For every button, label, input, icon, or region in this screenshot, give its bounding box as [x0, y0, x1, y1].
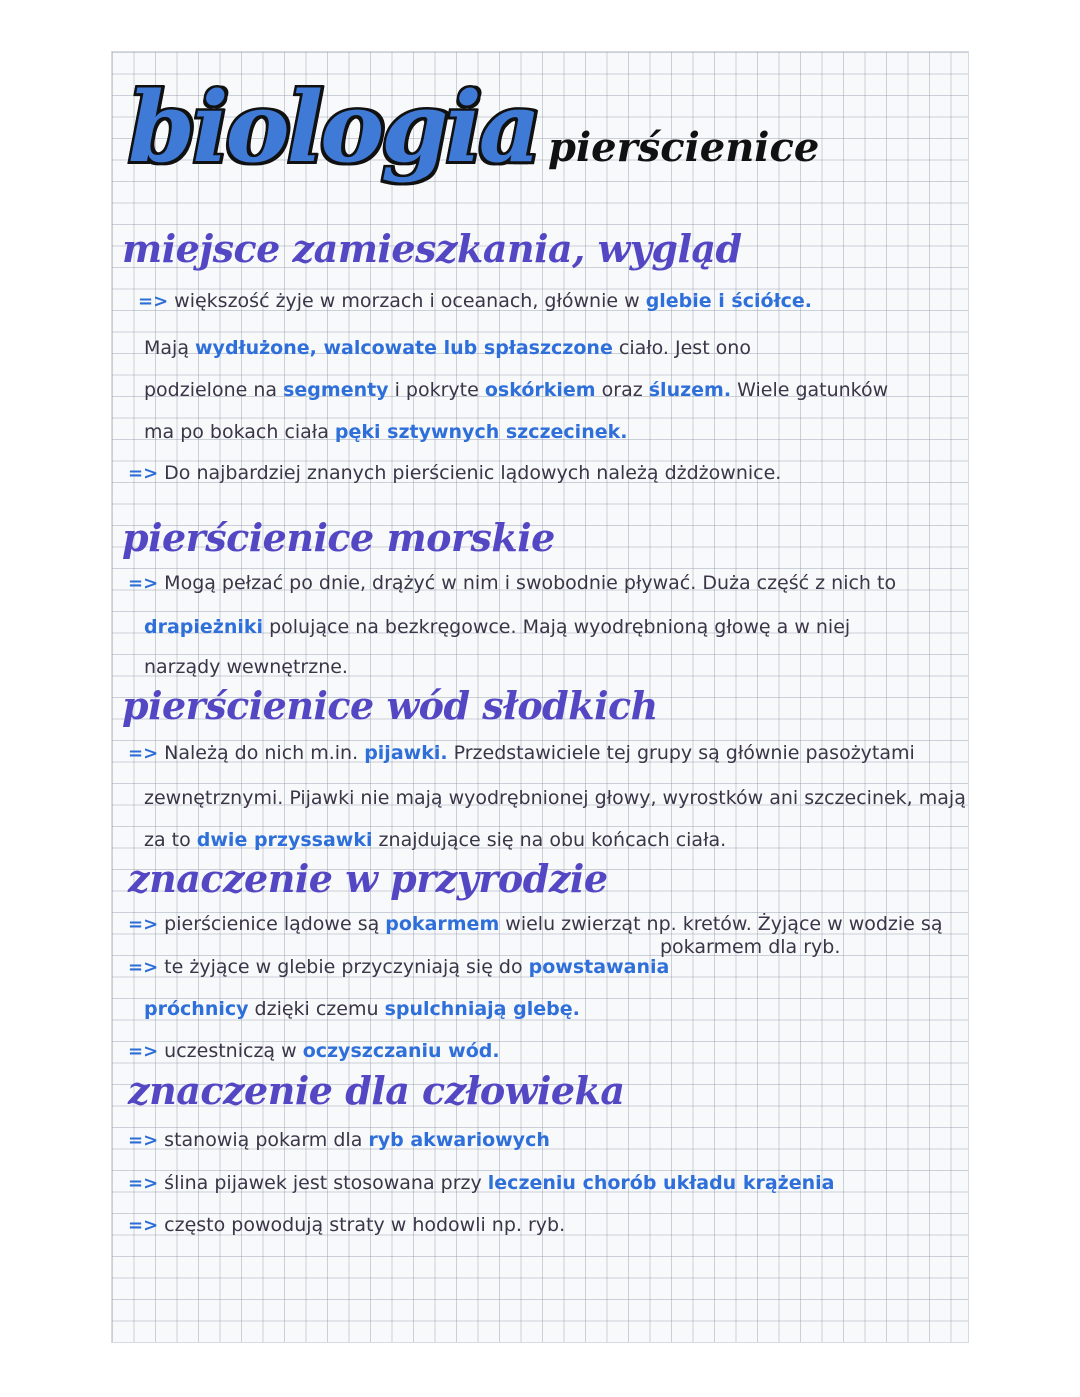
arrow-icon: =>	[128, 743, 159, 764]
arrow-icon: =>	[128, 957, 159, 978]
note-line: => większość żyje w morzach i oceanach, głównie w glebie i ściółce.	[138, 290, 812, 312]
note-line: próchnicy dzięki czemu spulchniają glebę.	[144, 998, 580, 1020]
note-line: zewnętrznymi. Pijawki nie mają wyodrębnionej głowy, wyrostków ani szczecinek, mają	[144, 787, 966, 809]
arrow-icon: =>	[128, 914, 159, 935]
note-line: => te żyjące w glebie przyczyniają się do powstawania	[128, 956, 670, 978]
arrow-icon: =>	[128, 1173, 159, 1194]
note-line: => stanowią pokarm dla ryb akwariowych	[128, 1129, 550, 1151]
arrow-icon: =>	[128, 1215, 159, 1236]
section-heading: pierścienice morskie	[122, 515, 555, 560]
note-line: narządy wewnętrzne.	[144, 656, 348, 678]
note-line: drapieżniki polujące na bezkręgowce. Mają wyodrębnioną głowę a w niej	[144, 616, 851, 638]
arrow-icon: =>	[138, 291, 169, 312]
note-line: => Mogą pełzać po dnie, drążyć w nim i swobodnie pływać. Duża część z nich to	[128, 572, 897, 594]
note-line: => ślina pijawek jest stosowana przy leczeniu chorób układu krążenia	[128, 1172, 835, 1194]
section-heading: pierścienice wód słodkich	[122, 683, 658, 728]
section-heading: znaczenie dla człowieka	[128, 1068, 625, 1113]
arrow-icon: =>	[128, 463, 159, 484]
note-line: => pierścienice lądowe są pokarmem wielu zwierząt np. kretów. Żyjące w wodzie są	[128, 913, 943, 935]
note-line: => uczestniczą w oczyszczaniu wód.	[128, 1040, 500, 1062]
note-line: => Do najbardziej znanych pierścienic lądowych należą dżdżownice.	[128, 462, 782, 484]
note-line: za to dwie przyssawki znajdujące się na obu końcach ciała.	[144, 829, 727, 851]
arrow-icon: =>	[128, 1041, 159, 1062]
note-line: Mają wydłużone, walcowate lub spłaszczone ciało. Jest ono	[144, 337, 751, 359]
note-line: pokarmem dla ryb.	[660, 936, 841, 958]
arrow-icon: =>	[128, 573, 159, 594]
note-line: => często powodują straty w hodowli np. ryb.	[128, 1214, 566, 1236]
section-heading: miejsce zamieszkania, wygląd	[122, 226, 742, 271]
arrow-icon: =>	[128, 1130, 159, 1151]
note-line: podzielone na segmenty i pokryte oskórkiem oraz śluzem. Wiele gatunków	[144, 379, 889, 401]
section-heading: znaczenie w przyrodzie	[128, 856, 608, 901]
note-line: => Należą do nich m.in. pijawki. Przedstawiciele tej grupy są głównie pasożytami	[128, 742, 915, 764]
note-line: ma po bokach ciała pęki sztywnych szczecinek.	[144, 421, 628, 443]
page-subtitle: pierścienice	[548, 124, 820, 171]
page-title: biologia	[128, 71, 538, 184]
